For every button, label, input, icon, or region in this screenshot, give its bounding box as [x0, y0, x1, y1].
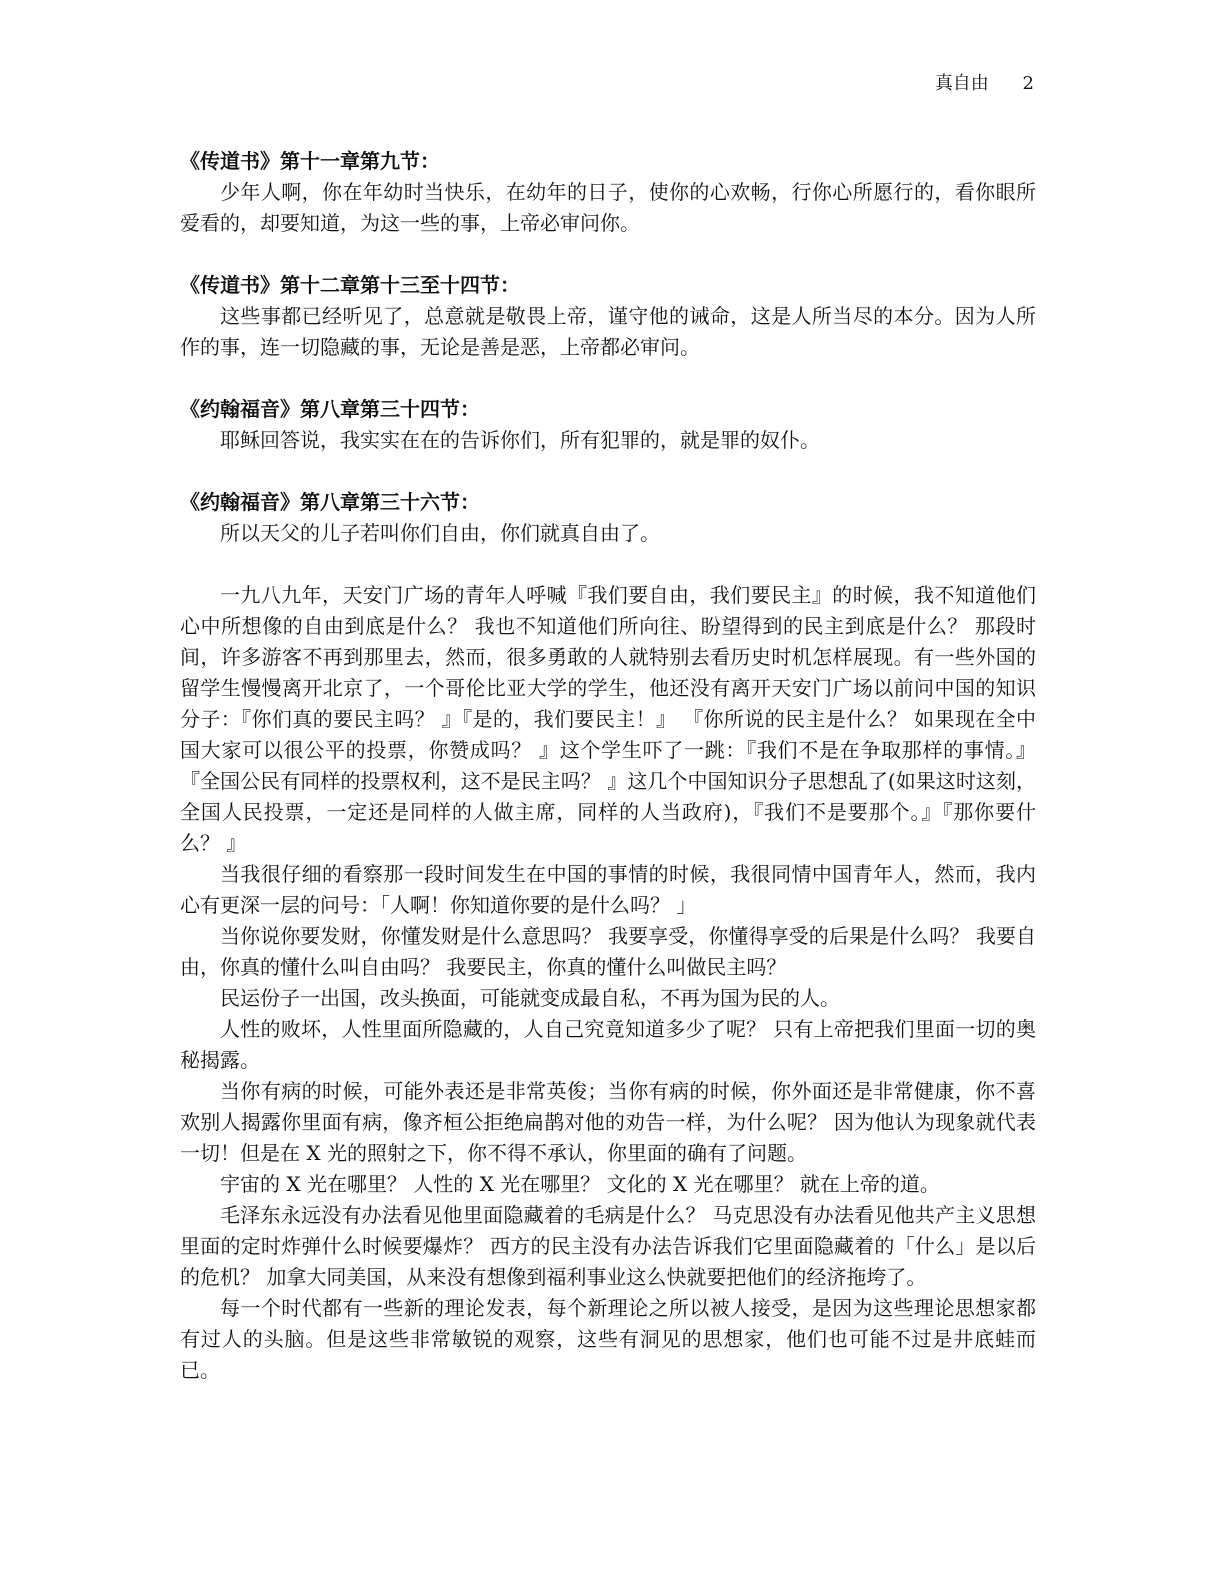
- scripture-reference: 《约翰福音》第八章第三十六节：: [180, 490, 480, 514]
- header-title: 真自由: [934, 73, 989, 94]
- body-paragraph: 当你有病的时候，可能外表还是非常英俊；当你有病的时候，你外面还是非常健康，你不喜欢别人揭露你里面有病，像齐桓公拒绝扁鹊对他的劝告一样，为什么呢？ 因为他认为现象就代表一切！但是在 X 光的照射之下，你不得不承认，你里面的确有了问题。: [180, 1079, 1036, 1165]
- scripture-text: 耶稣回答说，我实实在在的告诉你们，所有犯罪的，就是罪的奴仆。: [220, 428, 820, 452]
- scripture-passage: [180, 394, 1036, 456]
- body-paragraph: 当我很仔细的看察那一段时间发生在中国的事情的时候，我很同情中国青年人，然而，我内心有更深一层的问号：「人啊！你知道你要的是什么吗？ 」: [180, 862, 1036, 917]
- body-paragraph: 一九八九年，天安门广场的青年人呼喊『我们要自由，我们要民主』的时候，我不知道他们心中所想像的自由到底是什么？ 我也不知道他们所向往、盼望得到的民主到底是什么？ 那段时间，许多游客不再到那里去，然而，很多勇敢的人就特别去看历史时机怎样展现。有一些外国的留学生慢慢离开北京了，一个哥伦比亚大学的学生，他还没有离开天安门广场以前问中国的知识分子：『你们真的要民主吗？ 』『是的，我们要民主！』 『你所说的民主是什么？ 如果现在全中国大家可以很公平的投票，你赞成吗？ 』这个学生吓了一跳：『我们不是在争取那样的事情。』『全国公民有同样的投票权利，这不是民主吗？ 』这几个中国知识分子思想乱了(如果这时这刻，全国人民投票，一定还是同样的人做主席，同样的人当政府)，『我们不是要那个。』『那你要什么？ 』: [180, 583, 1036, 855]
- scripture-passage: [180, 270, 1036, 363]
- page-number: 2: [1022, 73, 1034, 94]
- body-paragraph: 毛泽东永远没有办法看见他里面隐藏着的毛病是什么？ 马克思没有办法看见他共产主义思想里面的定时炸弹什么时候要爆炸？ 西方的民主没有办法告诉我们它里面隐藏着的「什么」是以后的危机？ 加拿大同美国，从来没有想像到福利事业这么快就要把他们的经济拖垮了。: [180, 1203, 1036, 1289]
- scripture-passage: [180, 487, 1036, 549]
- body-paragraph: 宇宙的 X 光在哪里？ 人性的 X 光在哪里？ 文化的 X 光在哪里？ 就在上帝的道。: [220, 1172, 940, 1196]
- scripture-reference: 《约翰福音》第八章第三十四节：: [180, 397, 480, 421]
- scripture-passage: [180, 146, 1036, 239]
- scripture-reference: 《传道书》第十二章第十三至十四节：: [180, 273, 520, 297]
- scripture-text: 少年人啊，你在年幼时当快乐，在幼年的日子，使你的心欢畅，行你心所愿行的，看你眼所爱看的，却要知道，为这一些的事，上帝必审问你。: [180, 180, 1036, 235]
- running-header: [935, 72, 1034, 96]
- scripture-text: 这些事都已经听见了，总意就是敬畏上帝，谨守他的诫命，这是人所当尽的本分。因为人所作的事，连一切隐藏的事，无论是善是恶，上帝都必审问。: [180, 304, 1036, 359]
- page-content: [180, 146, 1036, 1386]
- scripture-text: 所以天父的儿子若叫你们自由，你们就真自由了。: [220, 521, 660, 545]
- body-paragraph: 民运份子一出国，改头换面，可能就变成最自私，不再为国为民的人。: [220, 986, 840, 1010]
- body-paragraph: 人性的败坏，人性里面所隐藏的，人自己究竟知道多少了呢？ 只有上帝把我们里面一切的奥秘揭露。: [180, 1017, 1036, 1072]
- body-text: [180, 580, 1036, 1386]
- body-paragraph: 当你说你要发财，你懂发财是什么意思吗？ 我要享受，你懂得享受的后果是什么吗？ 我要自由，你真的懂什么叫自由吗？ 我要民主，你真的懂什么叫做民主吗？: [180, 924, 1036, 979]
- body-paragraph: 每一个时代都有一些新的理论发表，每个新理论之所以被人接受，是因为这些理论思想家都有过人的头脑。但是这些非常敏锐的观察，这些有洞见的思想家，他们也可能不过是井底蛙而已。: [180, 1296, 1036, 1382]
- scripture-reference: 《传道书》第十一章第九节：: [180, 149, 440, 173]
